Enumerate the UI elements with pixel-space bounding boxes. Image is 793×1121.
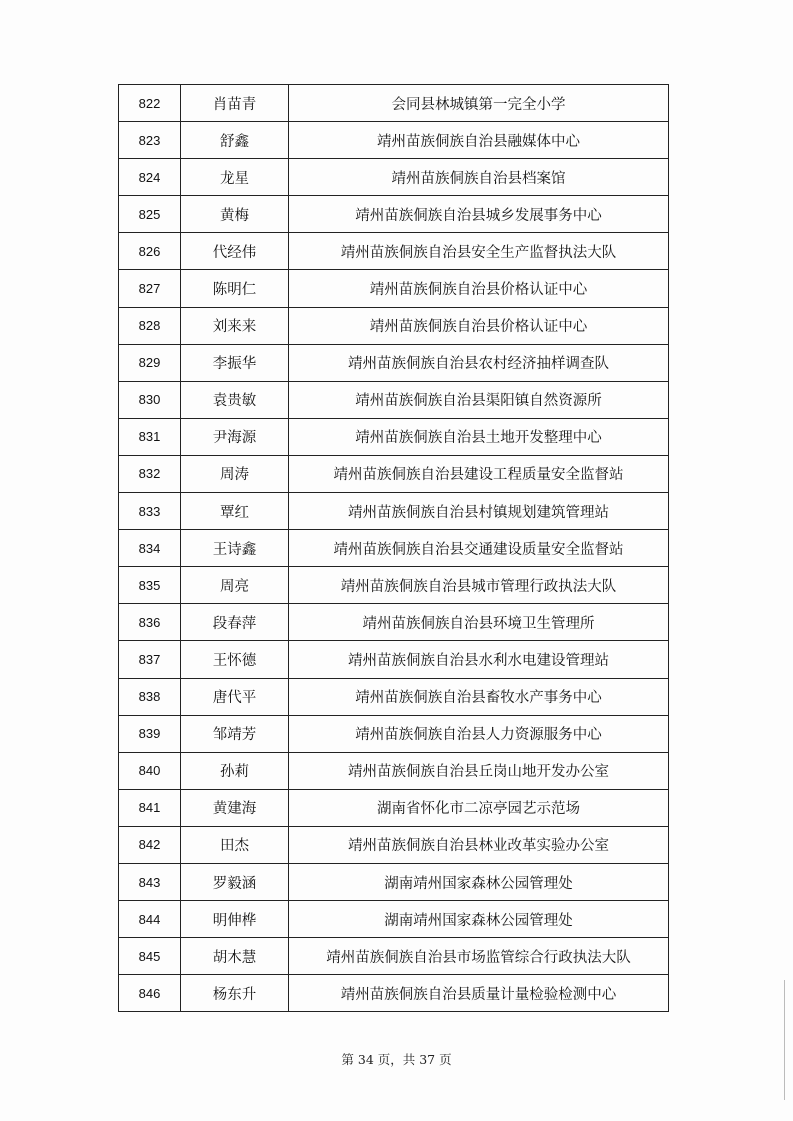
table-row <box>119 159 669 196</box>
table-row <box>119 863 669 900</box>
row-name: 王诗鑫 <box>181 530 289 567</box>
row-unit: 靖州苗族侗族自治县丘岗山地开发办公室 <box>289 752 669 789</box>
table-row <box>119 789 669 826</box>
row-unit: 靖州苗族侗族自治县土地开发整理中心 <box>289 418 669 455</box>
row-number: 843 <box>119 863 181 900</box>
row-unit: 靖州苗族侗族自治县交通建设质量安全监督站 <box>289 530 669 567</box>
table-row <box>119 752 669 789</box>
table-row <box>119 85 669 122</box>
row-unit: 靖州苗族侗族自治县村镇规划建筑管理站 <box>289 493 669 530</box>
row-unit: 靖州苗族侗族自治县建设工程质量安全监督站 <box>289 455 669 492</box>
table-row <box>119 604 669 641</box>
table-row <box>119 455 669 492</box>
table-row <box>119 418 669 455</box>
row-name: 周亮 <box>181 567 289 604</box>
row-unit: 靖州苗族侗族自治县安全生产监督执法大队 <box>289 233 669 270</box>
row-unit: 靖州苗族侗族自治县畜牧水产事务中心 <box>289 678 669 715</box>
scan-edge-line <box>784 980 785 1100</box>
row-unit: 靖州苗族侗族自治县市场监管综合行政执法大队 <box>289 938 669 975</box>
row-number: 823 <box>119 122 181 159</box>
row-number: 838 <box>119 678 181 715</box>
row-name: 肖苗青 <box>181 85 289 122</box>
row-unit: 靖州苗族侗族自治县城市管理行政执法大队 <box>289 567 669 604</box>
row-name: 周涛 <box>181 455 289 492</box>
row-number: 846 <box>119 975 181 1012</box>
row-name: 覃红 <box>181 493 289 530</box>
table-row <box>119 975 669 1012</box>
table-row <box>119 678 669 715</box>
row-name: 罗毅涵 <box>181 863 289 900</box>
roster-table-body <box>119 85 669 1012</box>
table-row <box>119 530 669 567</box>
row-unit: 靖州苗族侗族自治县林业改革实验办公室 <box>289 826 669 863</box>
row-name: 唐代平 <box>181 678 289 715</box>
row-name: 黄建海 <box>181 789 289 826</box>
row-name: 杨东升 <box>181 975 289 1012</box>
row-number: 828 <box>119 307 181 344</box>
row-unit: 靖州苗族侗族自治县档案馆 <box>289 159 669 196</box>
row-name: 邹靖芳 <box>181 715 289 752</box>
row-number: 842 <box>119 826 181 863</box>
page-footer: 第 34 页，共 37 页 <box>341 1052 452 1067</box>
row-number: 824 <box>119 159 181 196</box>
row-unit: 靖州苗族侗族自治县农村经济抽样调查队 <box>289 344 669 381</box>
row-name: 胡木慧 <box>181 938 289 975</box>
table-row <box>119 901 669 938</box>
table-row <box>119 344 669 381</box>
row-name: 尹海源 <box>181 418 289 455</box>
row-unit: 靖州苗族侗族自治县人力资源服务中心 <box>289 715 669 752</box>
table-row <box>119 826 669 863</box>
row-number: 836 <box>119 604 181 641</box>
row-name: 陈明仁 <box>181 270 289 307</box>
row-name: 李振华 <box>181 344 289 381</box>
row-unit: 湖南省怀化市二凉亭园艺示范场 <box>289 789 669 826</box>
row-number: 831 <box>119 418 181 455</box>
row-number: 839 <box>119 715 181 752</box>
row-unit: 靖州苗族侗族自治县环境卫生管理所 <box>289 604 669 641</box>
row-number: 832 <box>119 455 181 492</box>
row-name: 明伸桦 <box>181 901 289 938</box>
table-row <box>119 381 669 418</box>
row-number: 844 <box>119 901 181 938</box>
row-unit: 靖州苗族侗族自治县城乡发展事务中心 <box>289 196 669 233</box>
table-row <box>119 196 669 233</box>
row-number: 841 <box>119 789 181 826</box>
row-name: 袁贵敏 <box>181 381 289 418</box>
row-number: 833 <box>119 493 181 530</box>
row-name: 王怀德 <box>181 641 289 678</box>
table-row <box>119 122 669 159</box>
row-unit: 湖南靖州国家森林公园管理处 <box>289 901 669 938</box>
table-row <box>119 270 669 307</box>
row-number: 845 <box>119 938 181 975</box>
table-row <box>119 233 669 270</box>
row-number: 830 <box>119 381 181 418</box>
row-name: 舒鑫 <box>181 122 289 159</box>
row-name: 孙莉 <box>181 752 289 789</box>
row-unit: 靖州苗族侗族自治县价格认证中心 <box>289 307 669 344</box>
row-unit: 靖州苗族侗族自治县水利水电建设管理站 <box>289 641 669 678</box>
table-row <box>119 641 669 678</box>
row-unit: 靖州苗族侗族自治县质量计量检验检测中心 <box>289 975 669 1012</box>
row-unit: 湖南靖州国家森林公园管理处 <box>289 863 669 900</box>
row-number: 822 <box>119 85 181 122</box>
row-name: 黄梅 <box>181 196 289 233</box>
row-number: 837 <box>119 641 181 678</box>
table-row <box>119 307 669 344</box>
row-unit: 靖州苗族侗族自治县融媒体中心 <box>289 122 669 159</box>
row-number: 827 <box>119 270 181 307</box>
row-name: 代经伟 <box>181 233 289 270</box>
row-number: 829 <box>119 344 181 381</box>
row-name: 段春萍 <box>181 604 289 641</box>
row-unit: 靖州苗族侗族自治县价格认证中心 <box>289 270 669 307</box>
row-number: 835 <box>119 567 181 604</box>
row-name: 田杰 <box>181 826 289 863</box>
roster-table <box>118 84 669 1012</box>
row-number: 825 <box>119 196 181 233</box>
row-number: 834 <box>119 530 181 567</box>
row-name: 刘来来 <box>181 307 289 344</box>
table-row <box>119 493 669 530</box>
table-row <box>119 938 669 975</box>
row-number: 840 <box>119 752 181 789</box>
row-number: 826 <box>119 233 181 270</box>
row-name: 龙星 <box>181 159 289 196</box>
table-row <box>119 567 669 604</box>
row-unit: 靖州苗族侗族自治县渠阳镇自然资源所 <box>289 381 669 418</box>
row-unit: 会同县林城镇第一完全小学 <box>289 85 669 122</box>
table-row <box>119 715 669 752</box>
